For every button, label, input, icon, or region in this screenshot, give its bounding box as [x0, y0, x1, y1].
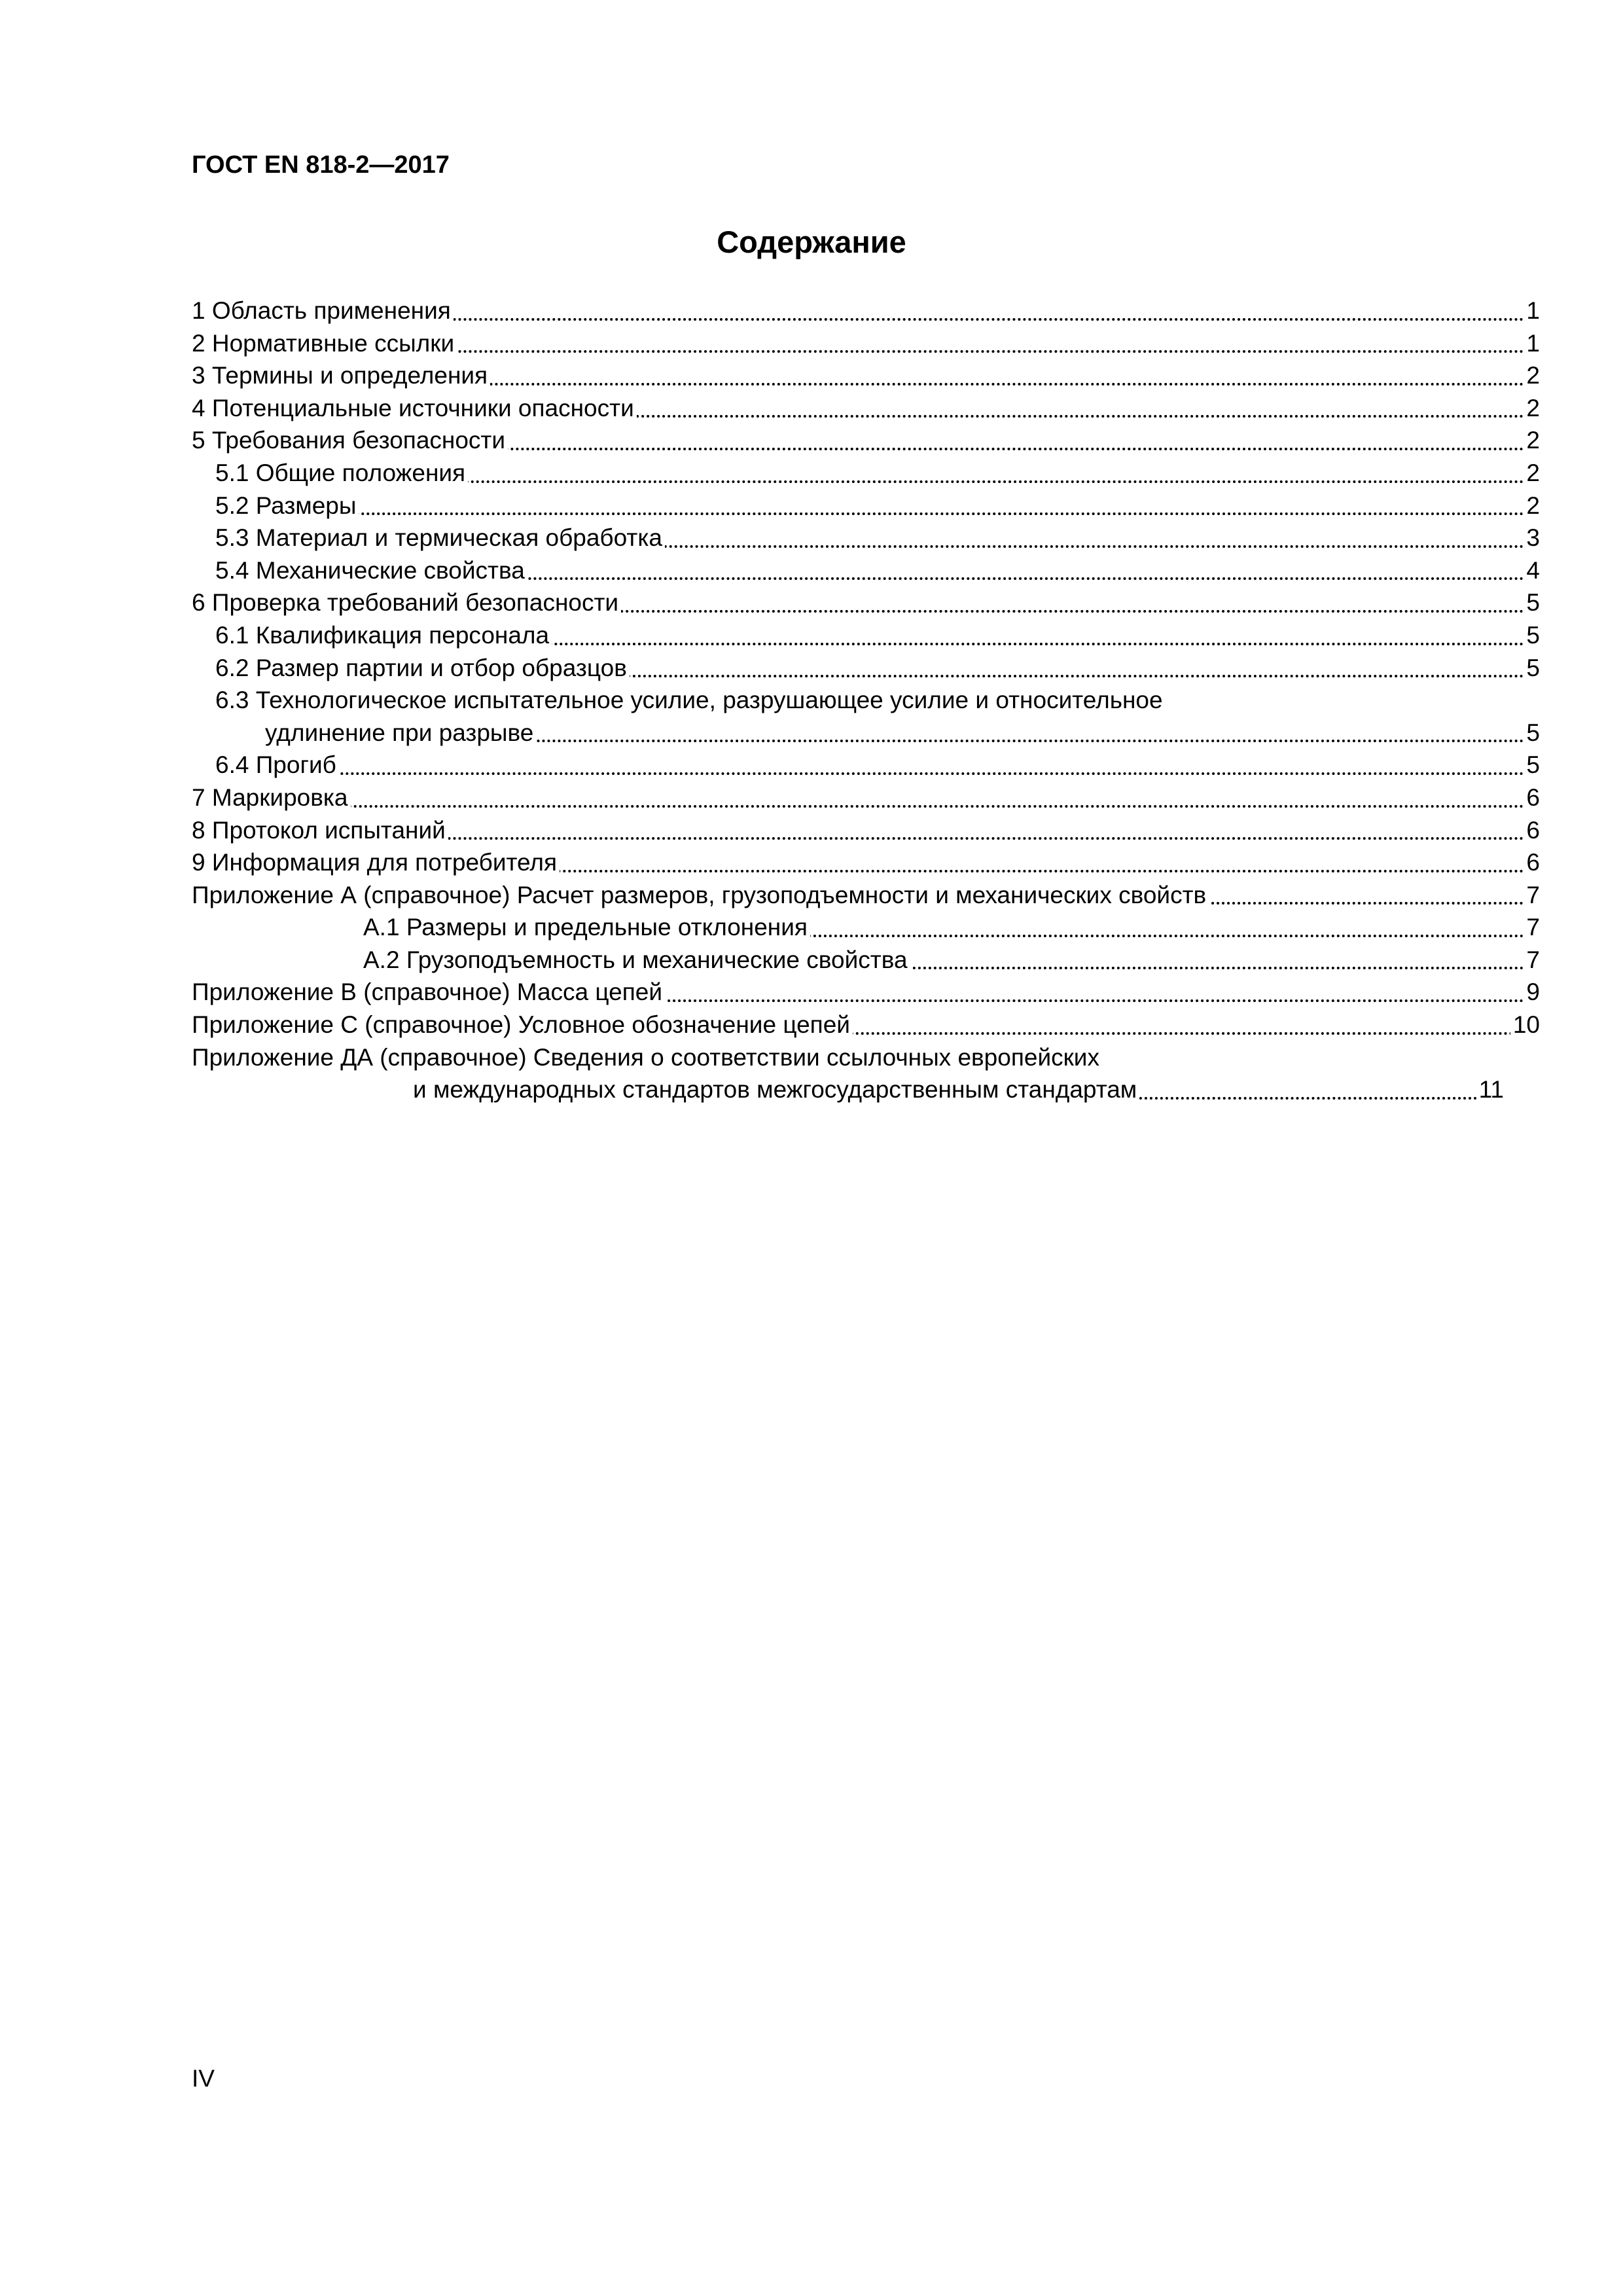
toc-entry-page: 6: [1524, 781, 1540, 814]
toc-entry-page: 3: [1524, 522, 1540, 554]
toc-entry[interactable]: [192, 295, 1540, 327]
toc-entry[interactable]: [192, 976, 1540, 1009]
toc-entry-page: 5: [1524, 717, 1540, 749]
toc-entry-title: 5.2 Размеры: [215, 490, 359, 522]
toc-entry-page: 2: [1524, 392, 1540, 425]
toc-entry-page: 5: [1524, 586, 1540, 619]
toc-entry-page: 1: [1524, 295, 1540, 327]
toc-entry-title: А.2 Грузоподъемность и механические свойства: [363, 944, 910, 977]
table-of-contents: [192, 295, 1540, 1106]
toc-entry[interactable]: [215, 652, 1540, 685]
toc-entry-title: 1 Область применения: [192, 295, 454, 327]
toc-entry-page: 5: [1524, 619, 1540, 652]
toc-entry-title: Приложение С (справочное) Условное обозначение цепей: [192, 1009, 853, 1041]
toc-entry-title: 4 Потенциальные источники опасности: [192, 392, 637, 425]
toc-entry-title: 2 Нормативные ссылки: [192, 327, 457, 360]
toc-entry[interactable]: [192, 879, 1540, 912]
toc-entry-page: 7: [1524, 911, 1540, 944]
toc-title: Содержание: [717, 224, 906, 259]
toc-entry[interactable]: [215, 554, 1540, 587]
toc-entry[interactable]: [215, 457, 1540, 490]
toc-entry-page: 5: [1524, 652, 1540, 685]
toc-entry-page: 11: [1476, 1073, 1504, 1106]
toc-entry-page: 2: [1524, 457, 1540, 490]
toc-entry-title: Приложение В (справочное) Масса цепей: [192, 976, 665, 1009]
toc-entry-title: 6.3 Технологическое испытательное усилие, разрушающее усилие и относительное: [215, 684, 1166, 717]
toc-entry[interactable]: [192, 846, 1540, 879]
toc-entry-title: 6.2 Размер партии и отбор образцов: [215, 652, 630, 685]
toc-entry-title: 6 Проверка требований безопасности: [192, 586, 621, 619]
toc-entry-title: 5.4 Механические свойства: [215, 554, 527, 587]
toc-entry-title: 5.1 Общие положения: [215, 457, 468, 490]
toc-entry-title: 8 Протокол испытаний: [192, 814, 448, 847]
toc-entry-page: 7: [1524, 944, 1540, 977]
toc-entry[interactable]: [192, 327, 1540, 360]
toc-entry[interactable]: [192, 392, 1540, 425]
document-code: ГОСТ EN 818-2—2017: [192, 151, 450, 179]
toc-entry-page: 5: [1524, 749, 1540, 781]
toc-entry[interactable]: [215, 749, 1540, 781]
toc-entry-title: 6.1 Квалификация персонала: [215, 619, 552, 652]
toc-entry-title: 9 Информация для потребителя: [192, 846, 560, 879]
toc-entry[interactable]: [192, 814, 1540, 847]
toc-entry[interactable]: [215, 522, 1540, 554]
page-number: IV: [192, 2065, 215, 2092]
toc-entry[interactable]: [192, 781, 1540, 814]
toc-entry[interactable]: [363, 911, 1540, 944]
toc-entry-page: 4: [1524, 554, 1540, 587]
toc-entry[interactable]: [192, 424, 1540, 457]
toc-entry-title: Приложение А (справочное) Расчет размеров, грузоподъемности и механических свойств: [192, 879, 1209, 912]
toc-entry-title: 7 Маркировка: [192, 781, 351, 814]
toc-entry[interactable]: [192, 1009, 1540, 1041]
toc-entry[interactable]: [265, 717, 1540, 749]
toc-entry-page: 10: [1510, 1009, 1540, 1041]
toc-entry-page: 6: [1524, 814, 1540, 847]
toc-entry-title: А.1 Размеры и предельные отклонения: [363, 911, 810, 944]
toc-entry[interactable]: [215, 619, 1540, 652]
toc-entry-title: Приложение ДА (справочное) Сведения о соответствии ссылочных европейских: [192, 1041, 1102, 1074]
toc-entry-title: 5 Требования безопасности: [192, 424, 508, 457]
toc-entry-page: 9: [1524, 976, 1540, 1009]
toc-entry-page: 2: [1524, 359, 1540, 392]
toc-entry[interactable]: [192, 1041, 1540, 1074]
toc-entry-title: 5.3 Материал и термическая обработка: [215, 522, 665, 554]
toc-entry-page: 6: [1524, 846, 1540, 879]
toc-entry-page: 7: [1524, 879, 1540, 912]
toc-entry-page: 2: [1524, 424, 1540, 457]
toc-entry[interactable]: [215, 490, 1540, 522]
toc-entry-title: удлинение при разрыве: [265, 717, 536, 749]
toc-entry-title: и международных стандартов межгосударственным стандартам: [413, 1073, 1139, 1106]
toc-entry[interactable]: [413, 1073, 1504, 1106]
toc-entry-title: 3 Термины и определения: [192, 359, 490, 392]
toc-entry[interactable]: [215, 684, 1540, 717]
toc-entry-title: 6.4 Прогиб: [215, 749, 339, 781]
toc-entry-page: 2: [1524, 490, 1540, 522]
toc-entry[interactable]: [363, 944, 1540, 977]
toc-entry[interactable]: [192, 359, 1540, 392]
toc-entry[interactable]: [192, 586, 1540, 619]
toc-entry-page: 1: [1524, 327, 1540, 360]
